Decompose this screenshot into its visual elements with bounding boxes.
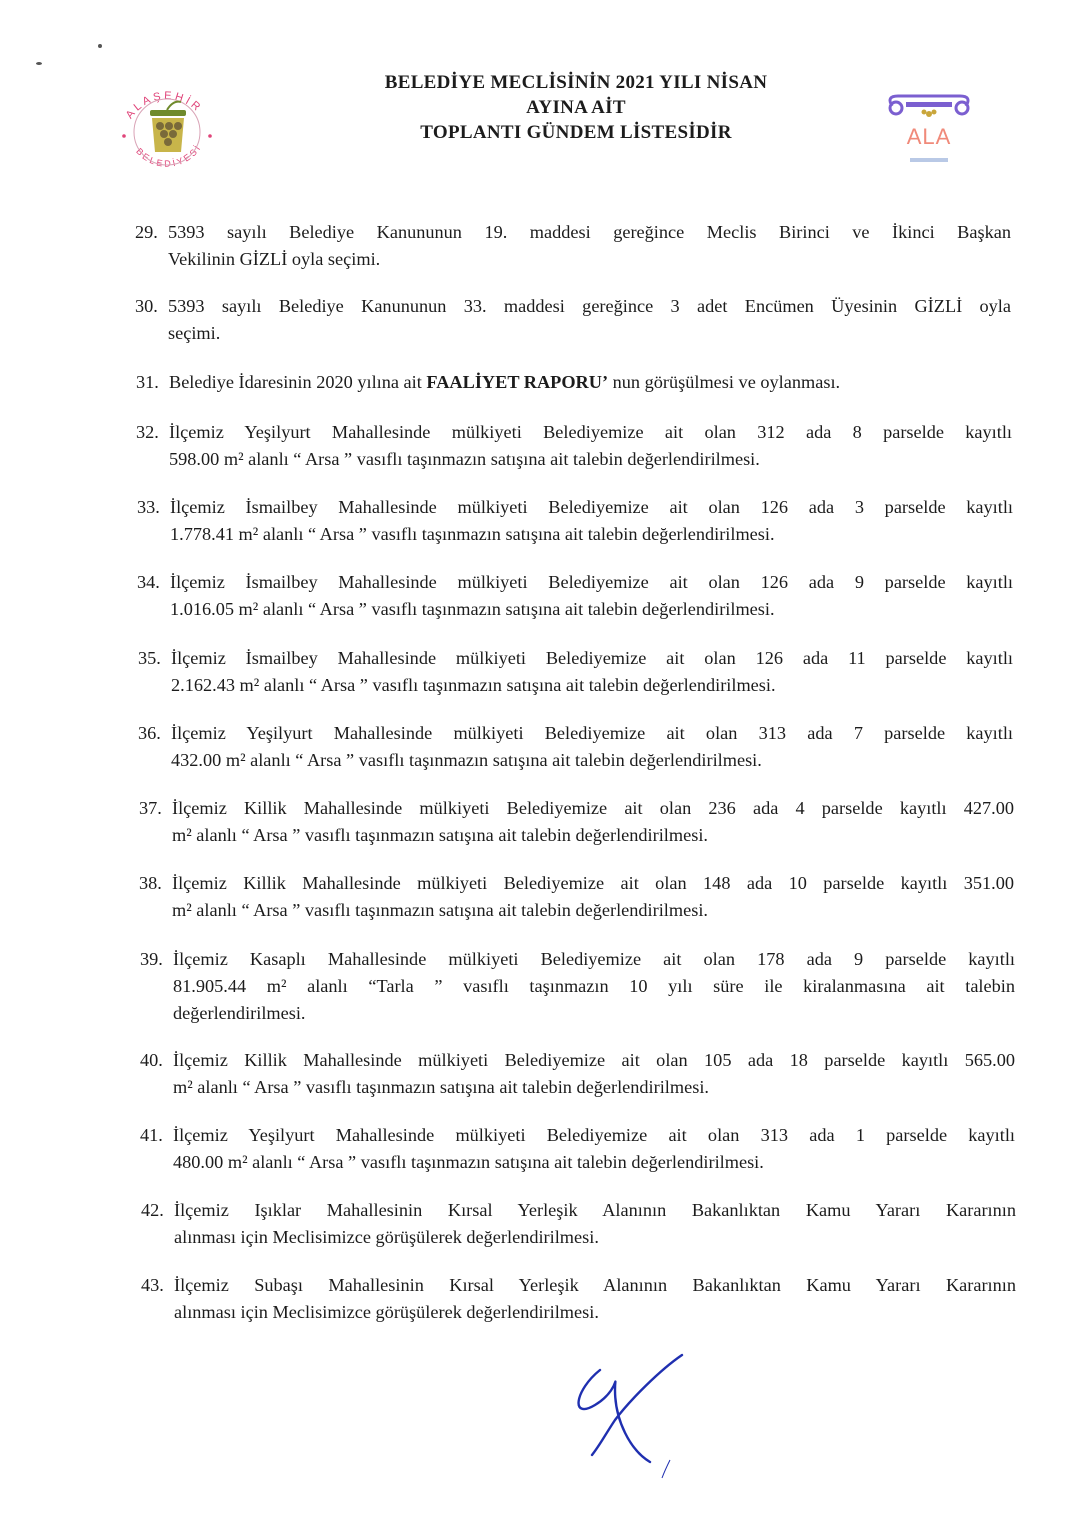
page-title — [300, 70, 852, 145]
alasehir-municipality-seal-icon — [112, 74, 222, 186]
agenda-item-text-part: Belediye İdaresinin 2020 yılına ait — [169, 372, 427, 392]
agenda-item-line — [169, 369, 1012, 396]
agenda-item-line: İlçemiz Kasaplı Mahallesinde mülkiyeti Belediyemize ait olan 178 ada 9 parselde kayıtlı — [173, 949, 1015, 969]
report-title-emphasis: FAALİYET RAPORU’ — [426, 372, 609, 392]
agenda-item-number: 38. — [139, 873, 162, 893]
handwritten-signature-icon — [570, 1350, 690, 1480]
agenda-item-number: 39. — [140, 949, 163, 969]
agenda-item-line: İlçemiz Killik Mahallesinde mülkiyeti Belediyemize ait olan 148 ada 10 parselde kayıtlı 351.00 — [172, 873, 1014, 893]
agenda-item-line: m² alanlı “ Arsa ” vasıflı taşınmazın satışına ait talebin değerlendirilmesi. — [173, 1077, 709, 1097]
agenda-item-text-part: nun görüşülmesi ve oylanması. — [608, 372, 841, 392]
agenda-item-line: İlçemiz Killik Mahallesinde mülkiyeti Belediyemize ait olan 236 ada 4 parselde kayıtlı 427.00 — [172, 798, 1014, 818]
title-line: BELEDİYE MECLİSİNİN 2021 YILI NİSAN — [384, 72, 768, 93]
agenda-item-text — [172, 795, 1014, 849]
agenda-item-number: 33. — [137, 497, 160, 517]
agenda-item-number: 36. — [138, 723, 161, 743]
agenda-item-line: 2.162.43 m² alanlı “ Arsa ” vasıflı taşınmazın satışına ait talebin değerlendirilmesi. — [171, 675, 776, 695]
agenda-item-text — [171, 645, 1013, 699]
agenda-item-line: 5393 sayılı Belediye Kanununun 33. maddesi gereğince 3 adet Encümen Üyesinin GİZLİ oyla — [168, 296, 1011, 316]
agenda-item-line: İlçemiz Subaşı Mahallesinin Kırsal Yerleşik Alanının Bakanlıktan Kamu Yararı Kararının — [174, 1275, 1016, 1295]
agenda-item-line: 480.00 m² alanlı “ Arsa ” vasıflı taşınmazın satışına ait talebin değerlendirilmesi. — [173, 1152, 764, 1172]
svg-text:ALAŞEHİR: ALAŞEHİR — [123, 89, 205, 122]
scan-speck — [36, 62, 42, 65]
agenda-item-text — [168, 293, 1011, 347]
agenda-item-line: İlçemiz İsmailbey Mahallesinde mülkiyeti Belediyemize ait olan 126 ada 11 parselde kayıtlı — [171, 648, 1013, 668]
agenda-item-line: m² alanlı “ Arsa ” vasıflı taşınmazın satışına ait talebin değerlendirilmesi. — [172, 825, 708, 845]
agenda-item-text — [171, 720, 1013, 774]
agenda-item-number: 40. — [140, 1050, 163, 1070]
agenda-item-line: 1.016.05 m² alanlı “ Arsa ” vasıflı taşınmazın satışına ait talebin değerlendirilmesi. — [170, 599, 775, 619]
agenda-item-text — [173, 1122, 1015, 1176]
agenda-item-line: İlçemiz Killik Mahallesinde mülkiyeti Belediyemize ait olan 105 ada 18 parselde kayıtlı 565.00 — [173, 1050, 1015, 1070]
agenda-item-number: 32. — [136, 422, 159, 442]
agenda-item-line: İlçemiz İsmailbey Mahallesinde mülkiyeti Belediyemize ait olan 126 ada 3 parselde kayıtlı — [170, 497, 1013, 517]
agenda-item-text — [170, 569, 1013, 623]
agenda-item-number: 43. — [141, 1275, 164, 1295]
agenda-item-line: İlçemiz Işıklar Mahallesinin Kırsal Yerleşik Alanının Bakanlıktan Kamu Yararı Kararının — [174, 1200, 1016, 1220]
agenda-item-text — [174, 1272, 1016, 1326]
agenda-item-text — [169, 419, 1012, 473]
title-line: TOPLANTI GÜNDEM LİSTESİDİR — [420, 122, 732, 143]
svg-text:BELEDİYESİ: BELEDİYESİ — [134, 142, 204, 169]
agenda-item-line: İlçemiz İsmailbey Mahallesinde mülkiyeti Belediyemize ait olan 126 ada 9 parselde kayıtlı — [170, 572, 1013, 592]
agenda-item-line: 598.00 m² alanlı “ Arsa ” vasıflı taşınmazın satışına ait talebin değerlendirilmesi. — [169, 449, 760, 469]
agenda-item-line: 432.00 m² alanlı “ Arsa ” vasıflı taşınmazın satışına ait talebin değerlendirilmesi. — [171, 750, 762, 770]
agenda-item-line: seçimi. — [168, 323, 221, 343]
agenda-item-number: 37. — [139, 798, 162, 818]
agenda-item-text — [170, 494, 1013, 548]
agenda-item-line: Vekilinin GİZLİ oyla seçimi. — [168, 249, 381, 269]
scan-speck — [98, 44, 102, 48]
agenda-item-number: 29. — [135, 222, 158, 242]
agenda-item-line: değerlendirilmesi. — [173, 1003, 306, 1023]
agenda-item-number: 31. — [136, 372, 159, 392]
agenda-item-line: 81.905.44 m² alanlı “Tarla ” vasıflı taşınmazın 10 yılı süre ile kiralanmasına ait talebin — [173, 976, 1015, 996]
agenda-item-line: 1.778.41 m² alanlı “ Arsa ” vasıflı taşınmazın satışına ait talebin değerlendirilmesi. — [170, 524, 775, 544]
agenda-item-text — [168, 219, 1011, 273]
agenda-item-text — [173, 946, 1015, 1027]
ionic-column-capital-icon — [884, 92, 974, 168]
agenda-item-number: 34. — [137, 572, 160, 592]
title-line: AYINA AİT — [526, 97, 626, 118]
agenda-item-text — [169, 369, 1012, 396]
agenda-item-line: İlçemiz Yeşilyurt Mahallesinde mülkiyeti Belediyemize ait olan 312 ada 8 parselde kayıtlı — [169, 422, 1012, 442]
agenda-item-text — [173, 1047, 1015, 1101]
agenda-item-line: alınması için Meclisimizce görüşülerek değerlendirilmesi. — [174, 1227, 599, 1247]
agenda-item-number: 30. — [135, 296, 158, 316]
agenda-item-number: 41. — [140, 1125, 163, 1145]
agenda-item-line: alınması için Meclisimizce görüşülerek değerlendirilmesi. — [174, 1302, 599, 1322]
svg-text:ALA: ALA — [906, 124, 952, 149]
agenda-item-line: m² alanlı “ Arsa ” vasıflı taşınmazın satışına ait talebin değerlendirilmesi. — [172, 900, 708, 920]
agenda-item-line: İlçemiz Yeşilyurt Mahallesinde mülkiyeti Belediyemize ait olan 313 ada 1 parselde kayıtlı — [173, 1125, 1015, 1145]
agenda-item-line: 5393 sayılı Belediye Kanununun 19. maddesi gereğince Meclis Birinci ve İkinci Başkan — [168, 222, 1011, 242]
agenda-item-line: İlçemiz Yeşilyurt Mahallesinde mülkiyeti Belediyemize ait olan 313 ada 7 parselde kayıtlı — [171, 723, 1013, 743]
agenda-item-number: 42. — [141, 1200, 164, 1220]
agenda-item-text — [174, 1197, 1016, 1251]
agenda-item-text — [172, 870, 1014, 924]
agenda-item-number: 35. — [138, 648, 161, 668]
